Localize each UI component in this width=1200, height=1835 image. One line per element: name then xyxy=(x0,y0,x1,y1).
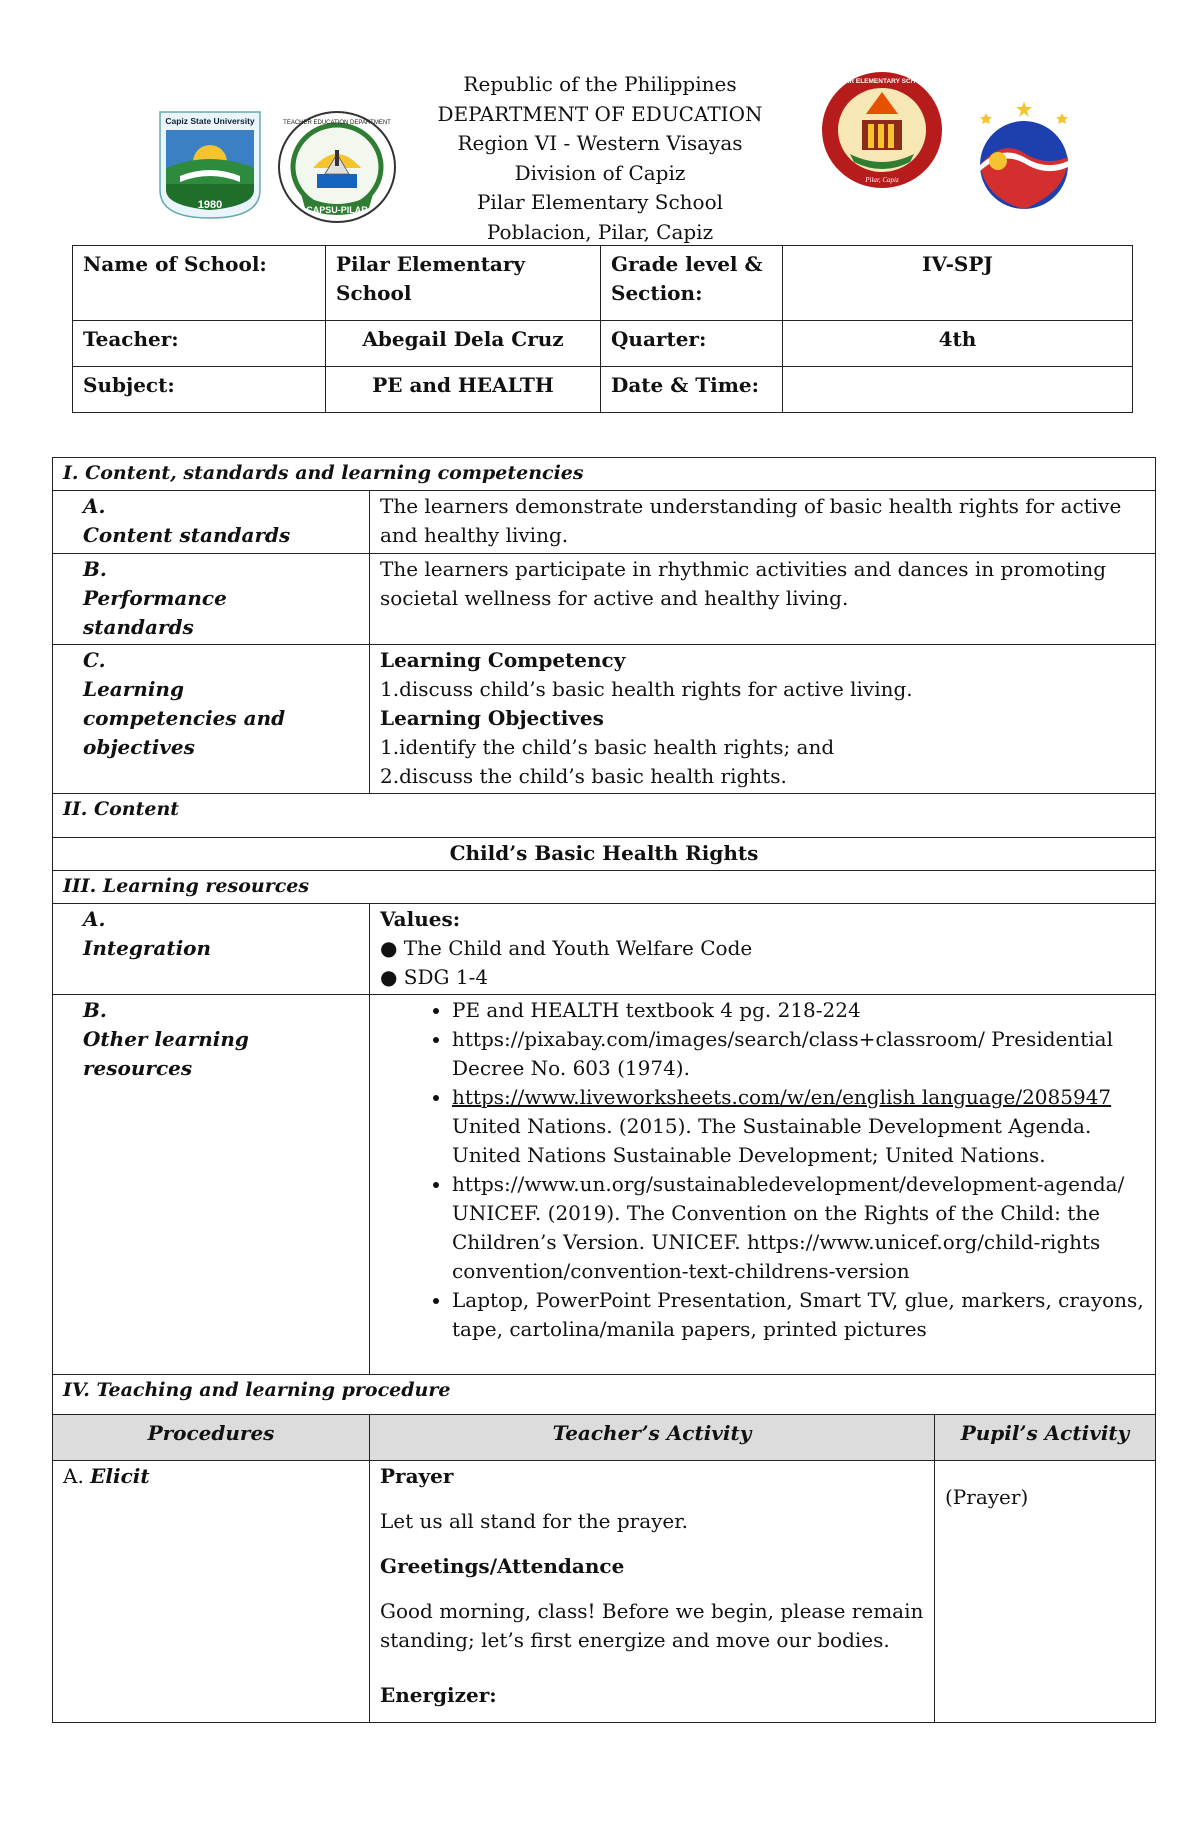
integration-cell xyxy=(370,904,1156,995)
performance-standards-text: The learners participate in rhythmic activities and dances in promoting societal wellness for active and healthy living. xyxy=(370,554,1156,645)
date-value xyxy=(783,367,1133,413)
integration-label-text: Integration xyxy=(83,936,212,960)
capiz-state-university-logo xyxy=(158,110,262,220)
pilar-elementary-school-seal xyxy=(820,70,944,190)
elicit-teacher-activity xyxy=(370,1461,935,1723)
other-resources-letter: B. xyxy=(83,998,107,1022)
date-label: Date & Time: xyxy=(601,367,783,413)
resource-item: • https://www.un.org/sustainabledevelopment/development-agenda/ UNICEF. (2019). The Convention on the Rights of the Child: the Children’s Version. UNICEF. https://www.unicef.org/child-rights convention/convention-text-childrens-version xyxy=(452,1170,1145,1286)
svg-text:CAPSU-PILAR: CAPSU-PILAR xyxy=(306,205,368,215)
performance-standards-label-text: Performance standards xyxy=(83,586,227,639)
values-item: ● The Child and Youth Welfare Code xyxy=(380,936,753,960)
header-line-deped: DEPARTMENT OF EDUCATION xyxy=(437,101,763,126)
integration-letter: A. xyxy=(83,907,106,931)
svg-text:TEACHER EDUCATION DEPARTMENT: TEACHER EDUCATION DEPARTMENT xyxy=(283,120,391,126)
values-title: Values: xyxy=(380,907,461,931)
values-item: ● SDG 1-4 xyxy=(380,965,489,989)
section-procedure-heading: IV. Teaching and learning procedure xyxy=(53,1375,1156,1415)
section-learning-resources-heading: III. Learning resources xyxy=(53,871,1156,904)
header-line-republic: Republic of the Philippines xyxy=(463,72,737,96)
pupil-activity-column-header: Pupil’s Activity xyxy=(935,1415,1156,1461)
greetings-text: Good morning, class! Before we begin, please remain standing; let’s first energize and move our bodies. xyxy=(380,1599,924,1652)
header-line-region: Region VI - Western Visayas xyxy=(457,131,743,155)
resource-item: • https://pixabay.com/images/search/class+classroom/ Presidential Decree No. 603 (1974). xyxy=(452,1025,1145,1083)
learning-competencies-letter: C. xyxy=(83,648,106,672)
procedures-column-header: Procedures xyxy=(53,1415,370,1461)
prayer-text: Let us all stand for the prayer. xyxy=(380,1509,688,1533)
content-standards-letter: A. xyxy=(83,494,106,518)
quarter-label: Quarter: xyxy=(601,321,783,367)
resource-item-text: United Nations. (2015). The Sustainable Development Agenda. United Nations Sustainable Development; United Nations. xyxy=(452,1114,1092,1167)
svg-text:Capiz State University: Capiz State University xyxy=(165,116,255,126)
greetings-title: Greetings/Attendance xyxy=(380,1554,625,1578)
quarter-value: 4th xyxy=(783,321,1133,367)
performance-standards-label xyxy=(53,554,370,645)
elicit-letter: A. xyxy=(63,1464,84,1488)
performance-standards-letter: B. xyxy=(83,557,107,581)
liveworksheets-link[interactable]: https://www.liveworksheets.com/w/en/english language/2085947 xyxy=(452,1085,1112,1109)
grade-label: Grade level & Section: xyxy=(601,246,783,321)
section-content-standards-heading: I. Content, standards and learning competencies xyxy=(53,458,1156,491)
deped-flag-emblem xyxy=(962,95,1086,213)
header-line-division: Division of Capiz xyxy=(514,160,686,185)
learning-competency-title: Learning Competency xyxy=(380,648,626,672)
school-info-table xyxy=(72,245,1133,413)
elicit-label-text: Elicit xyxy=(90,1464,150,1488)
energizer-title: Energizer: xyxy=(380,1683,497,1707)
svg-text:Pilar, Capiz: Pilar, Capiz xyxy=(865,176,899,184)
school-label: Name of School: xyxy=(73,246,326,321)
subject-label: Subject: xyxy=(73,367,326,413)
learning-competencies-label-text: Learning competencies and objectives xyxy=(83,677,286,759)
resource-item xyxy=(452,1083,1145,1170)
content-standards-label xyxy=(53,491,370,554)
elicit-pupil-activity: (Prayer) xyxy=(935,1461,1156,1723)
resources-list xyxy=(380,996,1145,1344)
svg-text:1980: 1980 xyxy=(197,199,223,211)
prayer-title: Prayer xyxy=(380,1464,454,1488)
other-resources-label xyxy=(53,995,370,1375)
resource-item: • Laptop, PowerPoint Presentation, Smart TV, glue, markers, crayons, tape, cartolina/manila papers, printed pictures xyxy=(452,1286,1145,1344)
learning-competency-item: 1.discuss child’s basic health rights for active living. xyxy=(380,677,913,701)
header-line-school: Pilar Elementary School xyxy=(476,190,724,214)
learning-objective-item: 2.discuss the child’s basic health rights. xyxy=(380,764,787,788)
teacher-education-department-logo xyxy=(277,110,397,224)
content-title: Child’s Basic Health Rights xyxy=(53,838,1156,871)
subject-value: PE and HEALTH xyxy=(326,367,601,413)
resource-item: • PE and HEALTH textbook 4 pg. 218-224 xyxy=(452,996,1145,1025)
teacher-activity-column-header: Teacher’s Activity xyxy=(370,1415,935,1461)
elicit-label xyxy=(53,1461,370,1723)
header-line-address: Poblacion, Pilar, Capiz xyxy=(486,219,714,244)
content-standards-text: The learners demonstrate understanding of basic health rights for active and healthy living. xyxy=(370,491,1156,554)
content-standards-label-text: Content standards xyxy=(83,523,291,547)
lesson-plan-table xyxy=(52,457,1156,1723)
teacher-label: Teacher: xyxy=(73,321,326,367)
school-header xyxy=(400,70,800,247)
learning-competencies-label xyxy=(53,645,370,794)
school-value: Pilar Elementary School xyxy=(326,246,601,321)
learning-objective-item: 1.identify the child’s basic health rights; and xyxy=(380,735,835,759)
learning-objectives-title: Learning Objectives xyxy=(380,706,604,730)
section-content-heading: II. Content xyxy=(53,794,1156,838)
svg-text:PILAR ELEMENTARY SCHOOL: PILAR ELEMENTARY SCHOOL xyxy=(834,78,930,85)
teacher-value: Abegail Dela Cruz xyxy=(326,321,601,367)
learning-competencies-cell xyxy=(370,645,1156,794)
integration-label xyxy=(53,904,370,995)
grade-value: IV-SPJ xyxy=(783,246,1133,321)
other-resources-cell xyxy=(370,995,1156,1375)
other-resources-label-text: Other learning resources xyxy=(83,1027,249,1080)
